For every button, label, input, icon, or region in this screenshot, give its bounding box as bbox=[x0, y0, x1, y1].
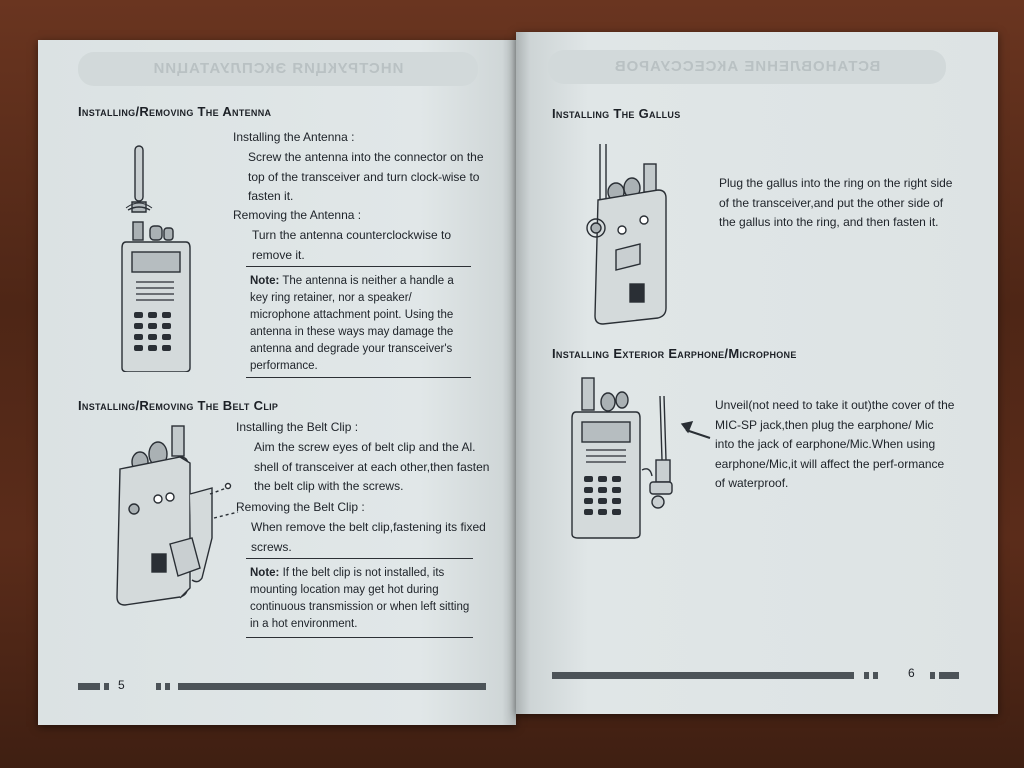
gutter-shadow bbox=[516, 32, 530, 714]
radio-antenna-illustration bbox=[118, 142, 208, 372]
page-number-left: 5 bbox=[118, 678, 125, 692]
belt-clip-install-text: Aim the screw eyes of belt clip and the Al. shell of transceiver at each other,then fasten the belt clip with the screws. bbox=[254, 440, 490, 493]
footer-marker bbox=[156, 683, 161, 690]
antenna-note bbox=[246, 266, 471, 378]
footer-marker bbox=[939, 672, 959, 679]
antenna-install-text: Screw the antenna into the connector on the top of the transceiver and turn clock-wise to fasten it. bbox=[248, 150, 484, 203]
belt-clip-note-text: If the belt clip is not installed, its mounting location may get hot during continuous transmission or when left sitting in a hot environment. bbox=[250, 567, 470, 630]
belt-clip-install-label: Installing the Belt Clip : bbox=[236, 420, 359, 434]
left-page bbox=[38, 40, 516, 725]
footer-bar bbox=[178, 683, 486, 690]
footer-marker bbox=[165, 683, 170, 690]
antenna-remove-text: Turn the antenna counterclockwise to remove it. bbox=[252, 228, 452, 262]
belt-clip-heading: Installing/Removing The Belt Clip bbox=[78, 398, 279, 413]
right-page bbox=[516, 32, 998, 714]
gutter-shadow bbox=[502, 40, 516, 725]
earphone-heading: Installing Exterior Earphone/Microphone bbox=[552, 346, 797, 361]
ghost-header: ВСТАНОВЛЕНИЕ АКСЕССУАРОВ bbox=[548, 50, 946, 84]
footer-marker bbox=[78, 683, 100, 690]
belt-clip-illustration bbox=[110, 424, 240, 609]
radio-earphone-illustration bbox=[570, 376, 720, 546]
antenna-note-label: Note: bbox=[250, 275, 280, 287]
earphone-text: Unveil(not need to take it out)the cover of the MIC-SP jack,then plug the earphone/ Mic into the jack of earphone/Mic.When using earphone/Mic,it will affect the perf-ormance of waterproof. bbox=[715, 398, 955, 490]
gallus-text: Plug the gallus into the ring on the right side of the transceiver,and put the other side of the gallus into the ring, and then fasten it. bbox=[719, 176, 953, 229]
footer-marker bbox=[104, 683, 109, 690]
belt-clip-remove-text: When remove the belt clip,fastening its fixed screws. bbox=[251, 520, 486, 554]
footer-marker bbox=[930, 672, 935, 679]
footer-marker bbox=[873, 672, 878, 679]
antenna-install-label: Installing the Antenna : bbox=[233, 130, 355, 144]
belt-clip-remove-label: Removing the Belt Clip : bbox=[236, 500, 365, 514]
antenna-remove-label: Removing the Antenna : bbox=[233, 208, 362, 222]
gallus-heading: Installing The Gallus bbox=[552, 106, 681, 121]
ghost-header: ИНСТРУКЦИЯ ЭКСПЛУАТАЦИИ bbox=[78, 52, 478, 86]
footer-bar bbox=[552, 672, 854, 679]
page-number-right: 6 bbox=[908, 666, 915, 680]
radio-gallus-illustration bbox=[582, 140, 692, 325]
antenna-heading: Installing/Removing The Antenna bbox=[78, 104, 272, 119]
belt-clip-note bbox=[246, 558, 473, 638]
antenna-note-text: The antenna is neither a handle a key ring retainer, nor a speaker/ microphone attachment point. Using the antenna in these ways may damage the antenna and degrade your transceiver's performance. bbox=[250, 275, 454, 372]
belt-clip-note-label: Note: bbox=[250, 567, 280, 579]
footer-marker bbox=[864, 672, 869, 679]
